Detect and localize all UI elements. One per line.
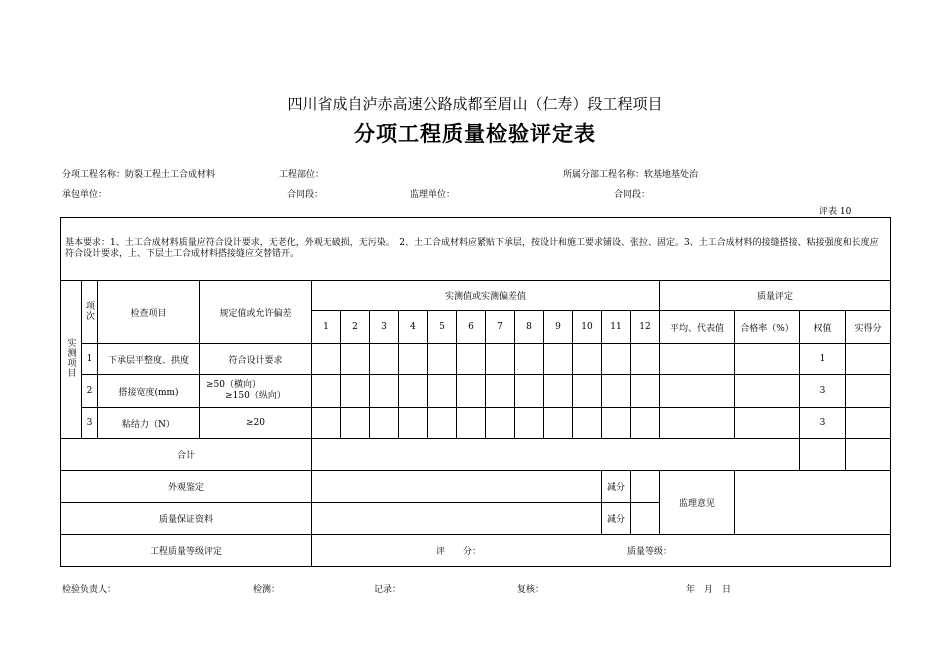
measure-cell[interactable]: [544, 344, 573, 375]
form-number: 评表 10: [819, 207, 852, 217]
measure-index: 4: [399, 311, 428, 344]
grade-eval-cell: [312, 535, 891, 567]
measure-index: 9: [544, 311, 573, 344]
row-no: 1: [82, 344, 98, 375]
row-check-item: 搭接宽度(mm): [98, 375, 200, 408]
grade-label: 质量等级：: [627, 547, 673, 557]
measure-index: 8: [515, 311, 544, 344]
measure-index: 11: [602, 311, 631, 344]
sub-project-name: 分项工程名称：防裂工程土工合成材料: [62, 170, 216, 180]
total-label: 合计: [61, 439, 312, 471]
measure-index: 1: [312, 311, 341, 344]
avg-cell[interactable]: [660, 344, 735, 375]
check-item-header: 检查项目: [98, 281, 200, 344]
measure-cell[interactable]: [631, 344, 660, 375]
measure-cell[interactable]: [602, 344, 631, 375]
row-no: 2: [82, 375, 98, 408]
total-score-cell[interactable]: [846, 439, 891, 471]
measure-cell[interactable]: [312, 375, 341, 408]
grade-row: [61, 535, 891, 567]
measure-cell[interactable]: [341, 408, 370, 439]
measure-cell[interactable]: [370, 408, 399, 439]
row-weight: 1: [800, 344, 846, 375]
deduction-value-1[interactable]: [631, 471, 660, 503]
row-check-item: 粘结力（N）: [98, 408, 200, 439]
score-cell[interactable]: [846, 375, 891, 408]
measure-cell[interactable]: [486, 375, 515, 408]
avg-cell[interactable]: [660, 375, 735, 408]
quality-header: 质量评定: [660, 281, 891, 311]
measure-cell[interactable]: [370, 375, 399, 408]
measure-cell[interactable]: [544, 375, 573, 408]
row-check-item: 下承层平整度、拱度: [98, 344, 200, 375]
measure-cell[interactable]: [515, 344, 544, 375]
avg-header: 平均、代表值: [660, 311, 735, 344]
measure-index: 10: [573, 311, 602, 344]
measure-cell[interactable]: [399, 408, 428, 439]
pass-rate-cell[interactable]: [735, 344, 800, 375]
section-label: 实测项目: [65, 338, 76, 378]
measure-index: 12: [631, 311, 660, 344]
measure-index: 2: [341, 311, 370, 344]
supervisor-unit: 监理单位：: [410, 190, 456, 200]
deduction-label-2: 减分: [602, 503, 631, 535]
total-weight-cell[interactable]: [800, 439, 846, 471]
measure-cell[interactable]: [486, 408, 515, 439]
row-spec: ≥20: [200, 408, 312, 439]
measure-cell[interactable]: [486, 344, 515, 375]
form-title: 分项工程质量检验评定表: [354, 121, 596, 146]
contractor-unit: 承包单位：: [62, 190, 108, 200]
measure-cell[interactable]: [573, 375, 602, 408]
parent-project-name: 所属分部工程名称：软基地基处治: [563, 170, 699, 180]
measure-cell[interactable]: [602, 408, 631, 439]
quality-docs-label: 质量保证资料: [61, 503, 312, 535]
row-spec-line: ≥150（纵向）: [225, 391, 286, 401]
measure-cell[interactable]: [602, 375, 631, 408]
measure-cell[interactable]: [573, 408, 602, 439]
reviewer-label: 复核：: [517, 585, 545, 595]
project-location: 工程部位：: [279, 170, 325, 180]
measure-cell[interactable]: [312, 408, 341, 439]
row-spec: 符合设计要求: [200, 344, 312, 375]
total-measure-cell[interactable]: [312, 439, 800, 471]
measure-cell[interactable]: [515, 375, 544, 408]
measure-cell[interactable]: [399, 375, 428, 408]
measure-cell[interactable]: [457, 408, 486, 439]
table-row: [61, 344, 891, 375]
measure-cell[interactable]: [631, 408, 660, 439]
spec-header: 规定值或允许偏差: [200, 281, 312, 344]
measure-cell[interactable]: [370, 344, 399, 375]
measure-cell[interactable]: [428, 408, 457, 439]
measure-cell[interactable]: [631, 375, 660, 408]
measure-cell[interactable]: [341, 344, 370, 375]
appearance-value[interactable]: [312, 471, 602, 503]
date-label: 年 月 日: [686, 585, 732, 595]
row-no: 3: [82, 408, 98, 439]
measure-index: 3: [370, 311, 399, 344]
pass-rate-cell[interactable]: [735, 408, 800, 439]
measure-cell[interactable]: [457, 375, 486, 408]
row-spec: [200, 375, 312, 408]
project-title: 四川省成自泸赤高速公路成都至眉山（仁寿）段工程项目: [287, 95, 663, 113]
row-weight: 3: [800, 408, 846, 439]
basic-requirements: 基本要求：1、土工合成材料质量应符合设计要求，无老化，外观无破损，无污染。 2、土工合成材料应紧贴下承层，按设计和施工要求铺设、张拉、固定。3、土工合成材料的接缝搭接、粘接强度和长度应符合设计要求，上、下层土工合成材料搭接缝应交替错开。: [61, 218, 891, 281]
grade-eval-label: 工程质量等级评定: [61, 535, 312, 567]
score-cell[interactable]: [846, 408, 891, 439]
supervisor-opinion-label: 监理意见: [660, 471, 735, 535]
appearance-label: 外观鉴定: [61, 471, 312, 503]
table-row: [61, 408, 891, 439]
contract-section-1: 合同段：: [287, 190, 324, 200]
recorder-label: 记录：: [374, 585, 402, 595]
measure-cell[interactable]: [312, 344, 341, 375]
item-no-header: 项次: [82, 281, 98, 344]
measure-cell[interactable]: [573, 344, 602, 375]
inspection-table: [60, 217, 891, 567]
weight-header: 权值: [800, 311, 846, 344]
section-label-cell: [61, 281, 82, 439]
deduction-label-1: 减分: [602, 471, 631, 503]
supervisor-opinion-value[interactable]: [735, 471, 891, 535]
row-weight: 3: [800, 375, 846, 408]
measure-cell[interactable]: [341, 375, 370, 408]
score-label: 评 分：: [436, 547, 482, 557]
quality-docs-value[interactable]: [312, 503, 602, 535]
contract-section-2: 合同段：: [614, 190, 651, 200]
measure-cell[interactable]: [399, 344, 428, 375]
measure-cell[interactable]: [457, 344, 486, 375]
measure-cell[interactable]: [428, 375, 457, 408]
measure-index: 5: [428, 311, 457, 344]
inspector-label: 检验负责人：: [62, 585, 117, 595]
avg-cell[interactable]: [660, 408, 735, 439]
deduction-value-2[interactable]: [631, 503, 660, 535]
table-row: [61, 375, 891, 408]
measure-cell[interactable]: [544, 408, 573, 439]
measure-cell[interactable]: [515, 408, 544, 439]
total-row: [61, 439, 891, 471]
measure-index: 6: [457, 311, 486, 344]
measure-index: 7: [486, 311, 515, 344]
pass-rate-header: 合格率（%）: [735, 311, 800, 344]
row-spec-line: ≥50（横向）: [206, 380, 261, 390]
measured-header: 实测值或实测偏差值: [312, 281, 660, 311]
score-cell[interactable]: [846, 344, 891, 375]
appearance-row: [61, 471, 891, 503]
measure-cell[interactable]: [428, 344, 457, 375]
pass-rate-cell[interactable]: [735, 375, 800, 408]
tester-label: 检测：: [253, 585, 281, 595]
score-header: 实得分: [846, 311, 891, 344]
